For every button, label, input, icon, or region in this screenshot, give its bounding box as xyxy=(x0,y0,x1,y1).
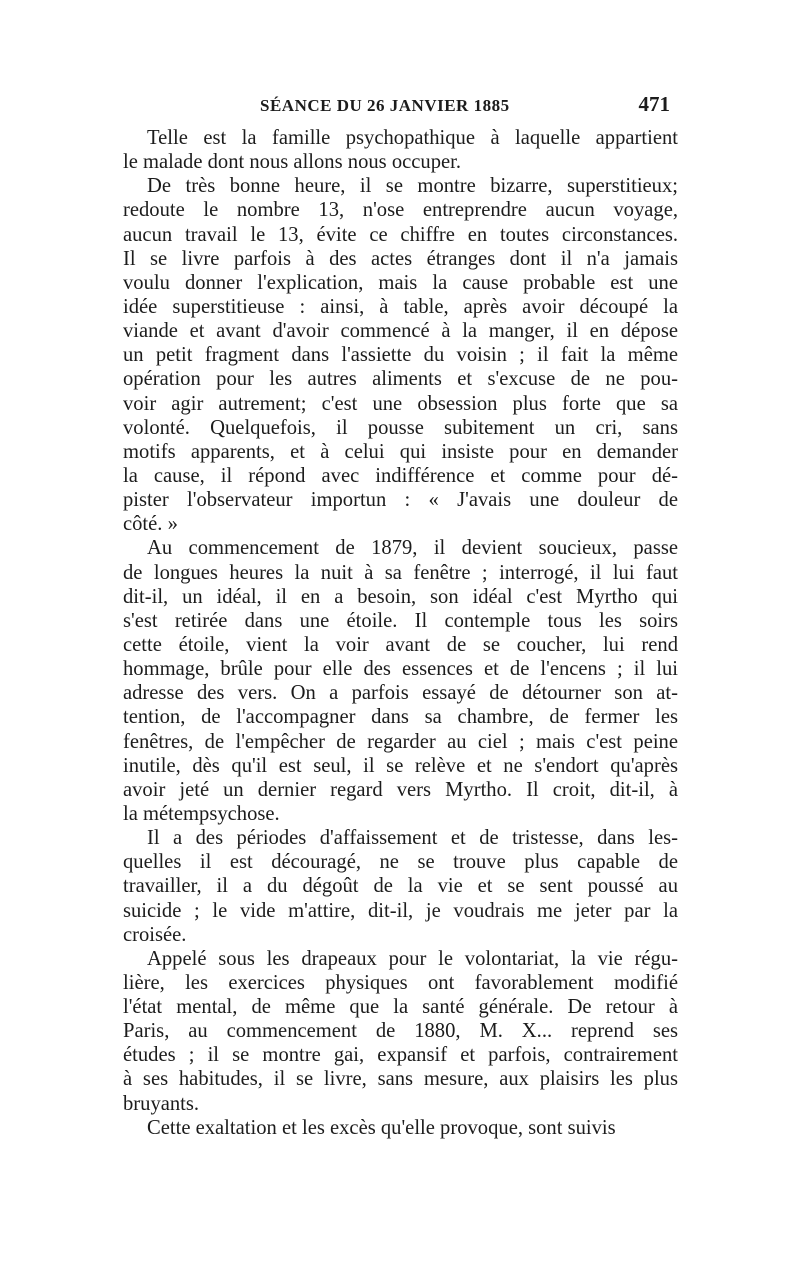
text-line: tention, de l'accompagner dans sa chambre, de fermer les xyxy=(123,706,678,729)
text-line: voir agir autrement; c'est une obsession plus forte que sa xyxy=(123,392,678,415)
text-line: Il a des périodes d'affaissement et de tristesse, dans les- xyxy=(147,827,678,850)
text-line: l'état mental, de même que la santé générale. De retour à xyxy=(123,996,678,1019)
text-line: idée superstitieuse : ainsi, à table, après avoir découpé la xyxy=(123,295,678,318)
text-line: un petit fragment dans l'assiette du voisin ; il fait la même xyxy=(123,344,678,367)
text-line: Cette exaltation et les excès qu'elle provoque, sont suivis xyxy=(147,1116,616,1139)
text-line: Appelé sous les drapeaux pour le volontariat, la vie régu- xyxy=(147,947,678,970)
text-line: Il se livre parfois à des actes étranges dont il n'a jamais xyxy=(123,247,678,270)
paragraph xyxy=(123,826,678,947)
text-line: Paris, au commencement de 1880, M. X... reprend ses xyxy=(123,1020,678,1043)
text-line: adresse des vers. On a parfois essayé de détourner son at- xyxy=(123,682,678,705)
text-line: lière, les exercices physiques ont favorablement modifié xyxy=(123,971,678,994)
text-line: pister l'observateur importun : « J'avais une douleur de xyxy=(123,489,678,512)
text-line: opération pour les autres aliments et s'excuse de ne pou- xyxy=(123,368,678,391)
paragraph xyxy=(123,174,678,536)
text-line: cette étoile, vient la voir avant de se coucher, lui rend xyxy=(123,633,678,656)
text-line: bruyants. xyxy=(123,1092,200,1115)
paragraph xyxy=(123,1116,678,1140)
text-line: côté. » xyxy=(123,513,178,536)
text-line: la cause, il répond avec indifférence et comme pour dé- xyxy=(123,464,678,487)
text-line: dit-il, un idéal, il en a besoin, son idéal c'est Myrtho qui xyxy=(123,585,678,608)
text-line: De très bonne heure, il se montre bizarre, superstitieux; xyxy=(147,175,678,198)
text-line: Telle est la famille psychopathique à laquelle appartient xyxy=(147,127,678,149)
text-line: études ; il se montre gai, expansif et parfois, contrairement xyxy=(123,1044,678,1067)
text-line: hommage, brûle pour elle des essences et de l'encens ; il lui xyxy=(123,658,678,681)
text-line: s'est retirée dans une étoile. Il contemple tous les soirs xyxy=(123,609,678,632)
running-head: SÉANCE DU 26 JANVIER 1885 xyxy=(260,96,510,115)
text-line: suicide ; le vide m'attire, dit-il, je voudrais me jeter par la xyxy=(123,899,678,922)
text-line: fenêtres, de l'empêcher de regarder au ciel ; mais c'est peine xyxy=(123,730,678,753)
text-line: motifs apparents, et à celui qui insiste pour en demander xyxy=(123,440,678,463)
text-line: viande et avant d'avoir commencé à la manger, il en dépose xyxy=(123,320,678,343)
text-line: redoute le nombre 13, n'ose entreprendre aucun voyage, xyxy=(123,199,678,222)
text-line: Au commencement de 1879, il devient soucieux, passe xyxy=(147,537,678,560)
text-line: le malade dont nous allons nous occuper. xyxy=(123,151,462,174)
text-line: de longues heures la nuit à sa fenêtre ; interrogé, il lui faut xyxy=(123,561,678,584)
text-line: croisée. xyxy=(123,923,187,946)
paragraph xyxy=(123,536,678,826)
text-line: la métempsychose. xyxy=(123,802,280,825)
text-line: aucun travail le 13, évite ce chiffre en toutes circonstances. xyxy=(123,223,678,246)
paragraph xyxy=(123,947,678,1116)
paragraph xyxy=(123,126,678,174)
text-line: voulu donner l'explication, mais la cause probable est une xyxy=(123,271,678,294)
text-line: à ses habitudes, il se livre, sans mesure, aux plaisirs les plus xyxy=(123,1068,678,1091)
body-text xyxy=(123,126,678,1140)
text-line: inutile, dès qu'il est seul, il se relève et ne s'endort qu'après xyxy=(123,754,678,777)
page-header xyxy=(120,92,676,122)
text-line: travailler, il a du dégoût de la vie et se sent poussé au xyxy=(123,875,678,898)
page-number: 471 xyxy=(638,92,670,116)
text-line: quelles il est découragé, ne se trouve plus capable de xyxy=(123,851,678,874)
text-line: avoir jeté un dernier regard vers Myrtho. Il croit, dit-il, à xyxy=(123,778,678,801)
text-line: volonté. Quelquefois, il pousse subitement un cri, sans xyxy=(123,416,678,439)
